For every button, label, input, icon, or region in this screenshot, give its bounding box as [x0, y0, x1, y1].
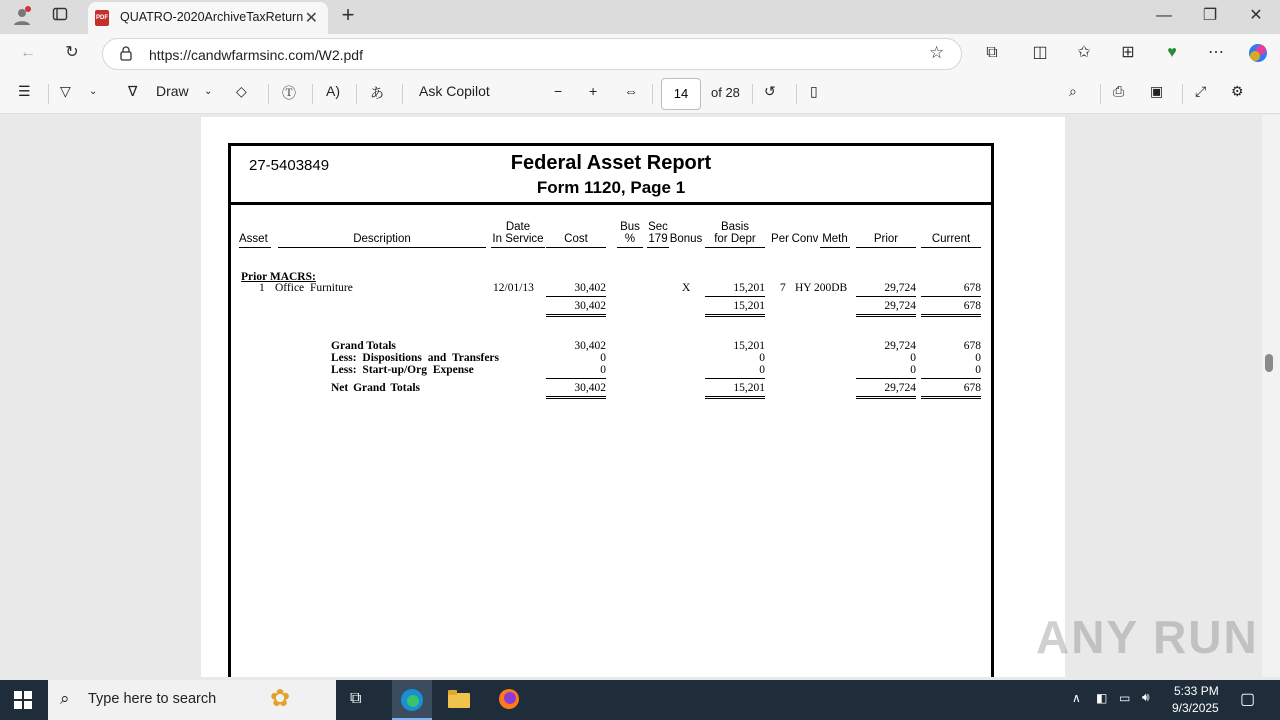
col-bus-top: Bus [620, 221, 640, 233]
net-totals-cost: 30,402 [574, 382, 606, 394]
net-totals-current: 678 [963, 382, 981, 394]
address-row [0, 34, 1280, 74]
asset-conv: HY [795, 282, 812, 294]
asset-date: 12/01/13 [493, 282, 534, 294]
toolbar-divider [1100, 84, 1101, 104]
profile-icon[interactable] [10, 6, 34, 28]
col-cost: Cost [564, 233, 588, 245]
report-title: Federal Asset Report [510, 152, 712, 174]
asset-prior: 29,724 [884, 282, 916, 294]
net-totals-prior: 29,724 [884, 382, 916, 394]
restore-icon[interactable]: ❐ [1202, 7, 1218, 24]
double-rule [856, 396, 916, 397]
favorite-star-icon[interactable]: ☆ [929, 43, 945, 62]
report-ein: 27-5403849 [249, 157, 330, 174]
col-bonus: Bonus [669, 233, 703, 245]
tab-actions-icon[interactable] [48, 6, 72, 28]
toolbar-divider [752, 84, 753, 104]
more-menu-icon[interactable]: ⋯ [1208, 44, 1224, 61]
double-rule [705, 316, 765, 317]
back-icon[interactable]: ← [20, 44, 36, 61]
edge-taskbar-icon[interactable] [392, 680, 432, 720]
double-rule [856, 398, 916, 399]
toolbar-divider [48, 84, 49, 104]
dispositions-label: Less: Dispositions and Transfers [331, 352, 500, 364]
task-view-icon[interactable]: ⧉ [350, 690, 362, 707]
col-conv: Conv [791, 233, 819, 245]
subtotal-basis: 15,201 [733, 300, 765, 312]
net-totals-label: Net Grand Totals [331, 382, 420, 394]
draw-dropdown-icon[interactable]: ⌄ [204, 86, 213, 97]
favorites-icon[interactable]: ✩ [1077, 44, 1091, 61]
col-date-top: Date [505, 221, 531, 233]
clock-time[interactable]: 5:33 PM [1174, 684, 1219, 698]
net-totals-basis: 15,201 [733, 382, 765, 394]
search-highlight-icon: ✿ [270, 685, 291, 712]
double-rule [546, 316, 606, 317]
dispositions-current: 0 [975, 352, 981, 364]
sum-rule [921, 296, 981, 297]
col-current: Current [931, 233, 971, 245]
asset-meth: 200DB [814, 282, 848, 294]
subtotal-cost: 30,402 [574, 300, 606, 312]
col-underline [617, 247, 643, 248]
col-underline [856, 247, 916, 248]
draw-icon[interactable]: ∇ [128, 83, 138, 99]
fit-width-icon[interactable]: ⇔ [624, 83, 638, 99]
toolbar-divider [1182, 84, 1183, 104]
scrollbar-thumb[interactable] [1265, 354, 1273, 372]
toolbar-divider [356, 84, 357, 104]
minimize-icon[interactable]: — [1156, 7, 1172, 24]
print-icon[interactable]: ⎙ [1113, 83, 1125, 99]
col-underline [921, 247, 981, 248]
startup-cost: 0 [600, 364, 606, 376]
page-total-label: of 28 [711, 85, 740, 100]
asset-per: 7 [780, 282, 786, 294]
col-underline [491, 247, 545, 248]
performance-icon[interactable]: ♥ [1167, 44, 1177, 61]
asset-current: 678 [963, 282, 981, 294]
asset-bonus: X [682, 282, 691, 294]
file-explorer-icon[interactable] [448, 690, 470, 713]
col-description: Description [353, 233, 411, 245]
dispositions-cost: 0 [600, 352, 606, 364]
highlight-dropdown-icon[interactable]: ⌄ [89, 86, 98, 97]
settings-icon[interactable]: ⚙ [1231, 83, 1244, 99]
tray-chevron-icon[interactable]: ∧ [1072, 691, 1081, 705]
ask-copilot-button[interactable]: Ask Copilot [419, 83, 490, 99]
pdf-page [201, 117, 1065, 677]
taskbar-search-box[interactable] [48, 680, 336, 720]
sum-rule [546, 378, 606, 379]
toolbar-divider [312, 84, 313, 104]
highlight-icon[interactable]: ▽ [60, 83, 71, 99]
new-tab-icon[interactable]: + [341, 2, 355, 27]
meet-now-icon[interactable]: ◧ [1096, 691, 1108, 705]
rotate-icon[interactable]: ↺ [764, 83, 776, 99]
col-sec-top: Sec [648, 221, 668, 233]
double-rule [921, 314, 981, 315]
firefox-icon[interactable] [498, 688, 520, 715]
watermark-logo: ANY RUN [1036, 611, 1259, 663]
window-close-icon[interactable]: ✕ [1249, 7, 1263, 24]
col-underline [820, 247, 850, 248]
double-rule [921, 396, 981, 397]
grand-totals-current: 678 [963, 340, 981, 352]
section-label: Prior MACRS: [241, 271, 316, 283]
col-underline [239, 247, 271, 248]
refresh-icon[interactable]: ↻ [65, 44, 79, 61]
sum-rule [856, 296, 916, 297]
sum-rule [546, 296, 606, 297]
header-divider [228, 202, 994, 205]
subtotal-current: 678 [963, 300, 981, 312]
clock-date[interactable]: 9/3/2025 [1172, 701, 1219, 715]
read-aloud-icon[interactable]: A) [326, 83, 340, 99]
grand-totals-cost: 30,402 [574, 340, 606, 352]
toolbar-divider [796, 84, 797, 104]
split-screen-icon[interactable]: ◫ [1032, 44, 1048, 61]
tab-strip [0, 0, 1280, 34]
toolbar-divider [268, 84, 269, 104]
copilot-icon[interactable] [1246, 42, 1270, 64]
zoom-in-icon[interactable]: + [589, 83, 598, 99]
tab-title: QUATRO-2020ArchiveTaxReturn [120, 10, 304, 24]
grand-totals-basis: 15,201 [733, 340, 765, 352]
start-icon[interactable] [14, 691, 32, 714]
eraser-icon[interactable]: ◇ [236, 83, 247, 99]
asset-cost: 30,402 [574, 282, 606, 294]
network-icon[interactable]: ▭ [1119, 691, 1131, 705]
draw-button[interactable]: Draw [156, 83, 189, 99]
active-tab[interactable] [88, 2, 328, 34]
col-sec-bottom: 179 [648, 233, 668, 245]
col-date-bottom: In Service [492, 233, 544, 245]
page-number-input[interactable]: 14 [661, 78, 701, 110]
double-rule [856, 314, 916, 315]
report-subtitle: Form 1120, Page 1 [536, 178, 686, 197]
col-per: Per [771, 233, 789, 245]
report-frame [228, 143, 994, 677]
col-underline [705, 247, 765, 248]
sum-rule [705, 378, 765, 379]
toolbar-divider [402, 84, 403, 104]
dispositions-prior: 0 [910, 352, 916, 364]
search-placeholder: Type here to search [88, 691, 217, 707]
taskbar [0, 680, 1280, 720]
sum-rule [921, 378, 981, 379]
col-bus-bottom: % [624, 233, 636, 245]
asset-description: Office Furniture [275, 282, 353, 294]
double-rule [546, 398, 606, 399]
col-underline [546, 247, 606, 248]
double-rule [856, 316, 916, 317]
grand-totals-label: Grand Totals [331, 340, 396, 352]
search-icon: ⌕ [60, 689, 70, 708]
address-bar[interactable] [102, 38, 962, 70]
asset-basis: 15,201 [733, 282, 765, 294]
text-box-icon[interactable]: Ⓣ [282, 85, 296, 101]
col-asset: Asset [239, 233, 268, 245]
notifications-icon[interactable]: ▢ [1240, 691, 1256, 708]
dispositions-basis: 0 [759, 352, 765, 364]
vertical-scrollbar[interactable] [1262, 115, 1280, 677]
subtotal-prior: 29,724 [884, 300, 916, 312]
col-meth: Meth [822, 233, 848, 245]
col-underline [647, 247, 669, 248]
sum-rule [856, 378, 916, 379]
col-prior: Prior [873, 233, 899, 245]
collections-icon[interactable]: ⊞ [1121, 44, 1135, 61]
startup-current: 0 [975, 364, 981, 376]
find-icon[interactable]: ⌕ [1069, 83, 1077, 99]
toolbar-divider [652, 84, 653, 104]
startup-prior: 0 [910, 364, 916, 376]
grand-totals-prior: 29,724 [884, 340, 916, 352]
double-rule [705, 398, 765, 399]
col-basis-top: Basis [720, 221, 750, 233]
save-icon[interactable]: ▣ [1150, 83, 1164, 99]
double-rule [705, 396, 765, 397]
startup-basis: 0 [759, 364, 765, 376]
sum-rule [705, 296, 765, 297]
url-text[interactable]: https://candwfarmsinc.com/W2.pdf [149, 47, 363, 63]
asset-number: 1 [259, 282, 265, 294]
lock-icon[interactable] [119, 45, 133, 64]
col-underline [278, 247, 486, 248]
double-rule [705, 314, 765, 315]
col-basis-bottom: for Depr [714, 233, 756, 245]
pdf-viewer[interactable] [0, 115, 1262, 677]
double-rule [546, 314, 606, 315]
fullscreen-icon[interactable]: ⤢ [1195, 83, 1207, 99]
startup-label: Less: Start-up/Org Expense [331, 364, 474, 376]
pdf-file-icon: PDF [95, 10, 109, 26]
double-rule [921, 398, 981, 399]
double-rule [921, 316, 981, 317]
double-rule [546, 396, 606, 397]
zoom-out-icon[interactable]: − [554, 83, 563, 99]
translate-icon[interactable]: あ [370, 85, 384, 101]
page-view-icon[interactable]: ▯ [810, 83, 818, 99]
extensions-icon[interactable]: ⧉ [986, 44, 998, 61]
pdf-toolbar [0, 74, 1280, 114]
volume-icon[interactable]: 🔊︎ [1142, 690, 1150, 704]
contents-icon[interactable]: ☰ [18, 83, 31, 99]
close-tab-icon[interactable]: ✕ [304, 10, 318, 27]
